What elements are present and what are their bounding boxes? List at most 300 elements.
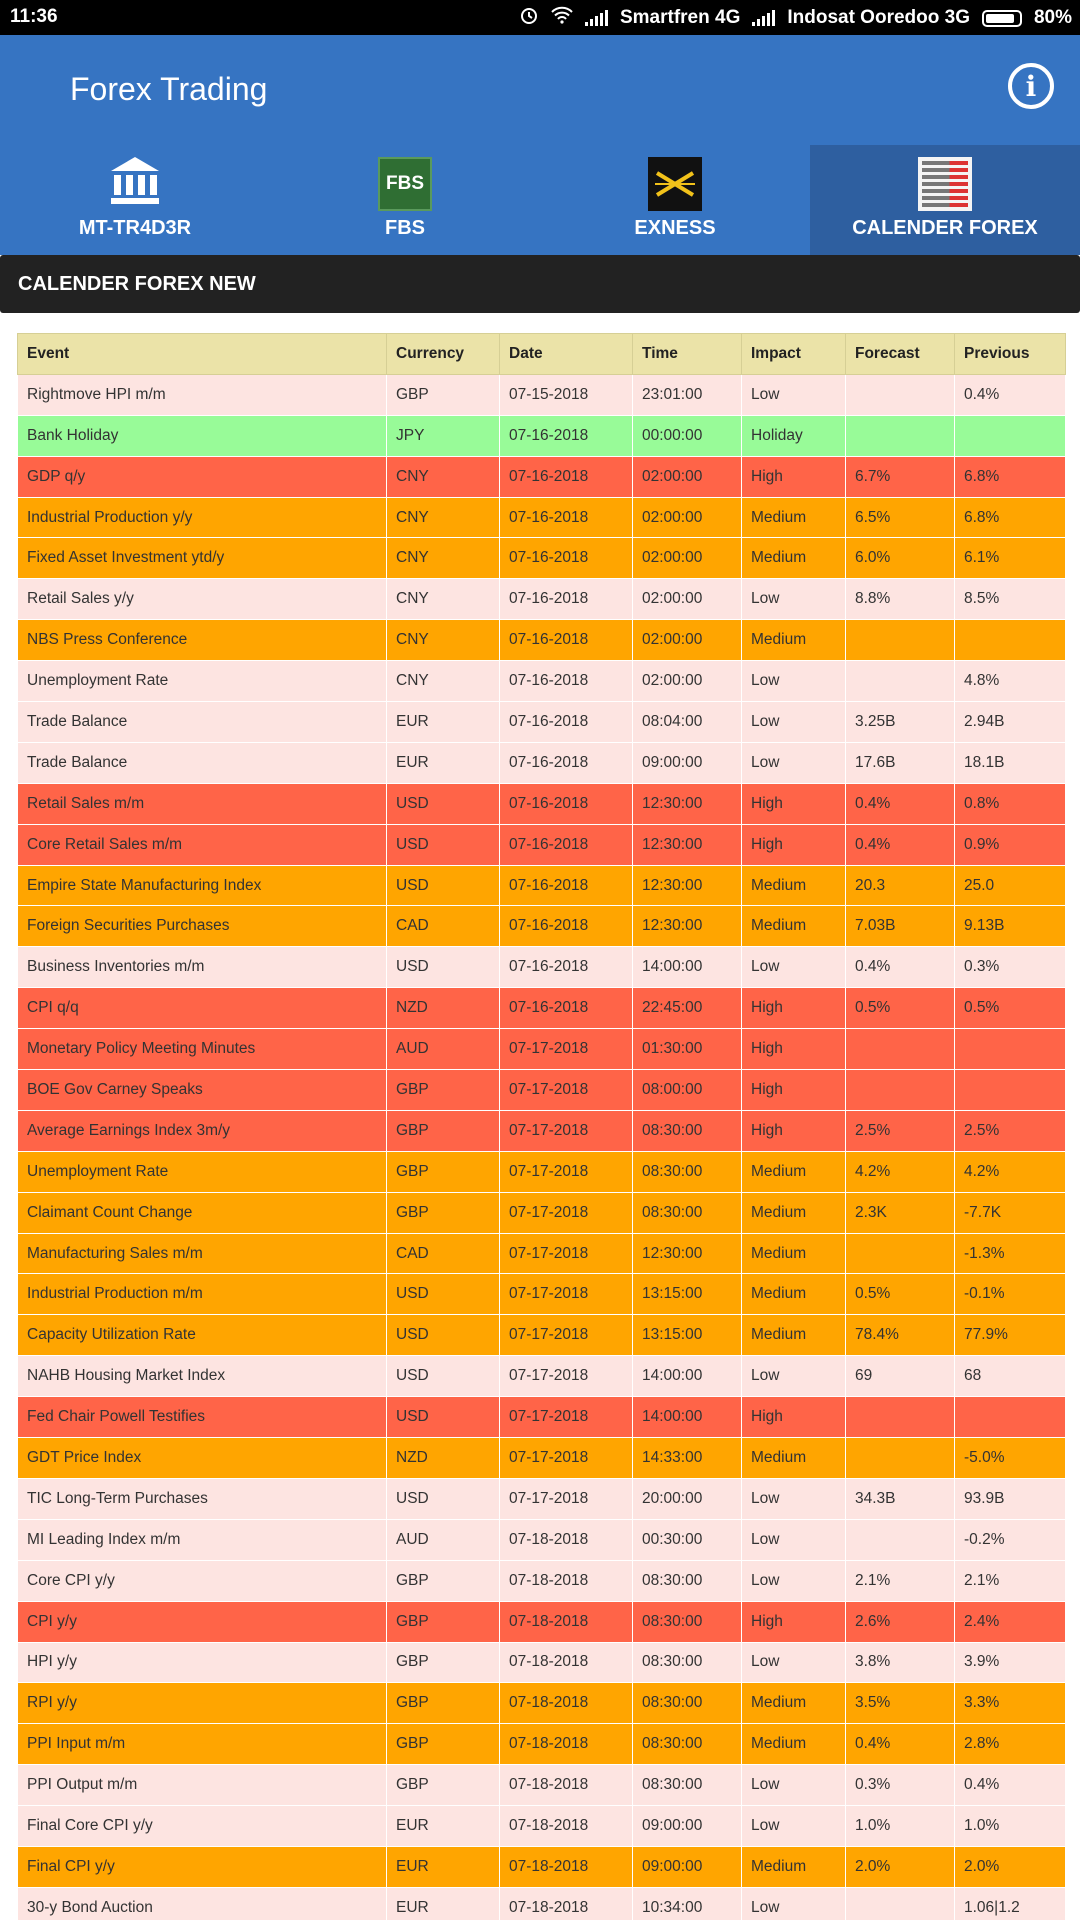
cell-event: Industrial Production y/y [18,497,387,538]
cell-forecast: 2.0% [846,1846,955,1887]
cell-event: Empire State Manufacturing Index [18,865,387,906]
cell-time: 08:30:00 [633,1724,742,1765]
cell-currency: CNY [387,456,500,497]
table-row [18,1029,1066,1070]
cell-previous: -5.0% [955,1438,1066,1479]
cell-impact: Low [742,742,846,783]
cell-event: RPI y/y [18,1683,387,1724]
cell-currency: GBP [387,1683,500,1724]
cell-date: 07-17-2018 [500,1110,633,1151]
fbs-logo-icon: FBS [378,157,432,211]
cell-previous: 2.8% [955,1724,1066,1765]
cell-date: 07-18-2018 [500,1724,633,1765]
cell-forecast: 1.0% [846,1806,955,1847]
table-row [18,1274,1066,1315]
tab-calender-forex[interactable] [810,145,1080,255]
table-row [18,1560,1066,1601]
battery-icon [982,10,1022,27]
cell-time: 12:30:00 [633,1233,742,1274]
cell-date: 07-17-2018 [500,1192,633,1233]
cell-event: CPI q/q [18,988,387,1029]
cell-currency: USD [387,1356,500,1397]
cell-forecast [846,1233,955,1274]
cell-event: MI Leading Index m/m [18,1519,387,1560]
status-time: 11:36 [10,6,58,27]
cell-previous: 6.8% [955,456,1066,497]
cell-forecast: 4.2% [846,1151,955,1192]
cell-previous: 0.3% [955,947,1066,988]
cell-impact: Low [742,1356,846,1397]
cell-currency: EUR [387,742,500,783]
cell-impact: Medium [742,620,846,661]
table-row [18,783,1066,824]
cell-currency: USD [387,824,500,865]
cell-previous: -7.7K [955,1192,1066,1233]
cell-event: Foreign Securities Purchases [18,906,387,947]
cell-time: 09:00:00 [633,1846,742,1887]
cell-time: 09:00:00 [633,742,742,783]
cell-time: 12:30:00 [633,906,742,947]
cell-date: 07-16-2018 [500,456,633,497]
table-row [18,538,1066,579]
cell-previous: 2.5% [955,1110,1066,1151]
cell-currency: GBP [387,1601,500,1642]
cell-impact: Low [742,661,846,702]
table-row [18,579,1066,620]
cell-time: 14:00:00 [633,1397,742,1438]
cell-currency: JPY [387,415,500,456]
cell-event: PPI Output m/m [18,1765,387,1806]
cell-time: 14:00:00 [633,1356,742,1397]
cell-previous: 4.8% [955,661,1066,702]
cell-date: 07-17-2018 [500,1274,633,1315]
cell-forecast: 6.0% [846,538,955,579]
cell-date: 07-18-2018 [500,1601,633,1642]
cell-previous: 77.9% [955,1315,1066,1356]
cell-impact: Medium [742,865,846,906]
table-row [18,1683,1066,1724]
cell-forecast [846,1438,955,1479]
cell-currency: CNY [387,620,500,661]
cell-date: 07-18-2018 [500,1765,633,1806]
cell-forecast: 6.5% [846,497,955,538]
table-row [18,415,1066,456]
cell-currency: USD [387,865,500,906]
cell-date: 07-16-2018 [500,415,633,456]
cell-impact: Low [742,947,846,988]
cell-time: 00:00:00 [633,415,742,456]
cell-event: HPI y/y [18,1642,387,1683]
header-previous: Previous [955,334,1066,375]
cell-forecast: 0.4% [846,824,955,865]
cell-date: 07-16-2018 [500,497,633,538]
cell-event: Unemployment Rate [18,1151,387,1192]
cell-previous: 3.9% [955,1642,1066,1683]
cell-forecast [846,1029,955,1070]
carrier-1: Smartfren 4G [619,7,741,28]
cell-date: 07-18-2018 [500,1806,633,1847]
cell-impact: Low [742,1887,846,1920]
cell-previous: 6.1% [955,538,1066,579]
cell-date: 07-18-2018 [500,1519,633,1560]
cell-previous: 68 [955,1356,1066,1397]
cell-previous: 4.2% [955,1151,1066,1192]
table-row [18,1601,1066,1642]
cell-date: 07-16-2018 [500,661,633,702]
cell-impact: High [742,1029,846,1070]
cell-time: 08:04:00 [633,702,742,743]
cell-currency: GBP [387,1151,500,1192]
cell-forecast [846,415,955,456]
cell-currency: GBP [387,1765,500,1806]
cell-currency: GBP [387,1724,500,1765]
cell-event: GDP q/y [18,456,387,497]
cell-forecast [846,1397,955,1438]
cell-time: 08:30:00 [633,1601,742,1642]
table-row [18,1397,1066,1438]
table-row [18,1110,1066,1151]
cell-previous: 0.5% [955,988,1066,1029]
cell-impact: Low [742,1519,846,1560]
cell-time: 12:30:00 [633,865,742,906]
table-row [18,702,1066,743]
cell-impact: Medium [742,906,846,947]
signal-icon-2 [752,10,775,26]
calendar-table [17,333,1065,1920]
cell-currency: EUR [387,702,500,743]
cell-time: 08:30:00 [633,1151,742,1192]
cell-impact: Medium [742,1274,846,1315]
cell-time: 02:00:00 [633,579,742,620]
table-row [18,1438,1066,1479]
cell-currency: CNY [387,497,500,538]
cell-forecast: 8.8% [846,579,955,620]
tab-exness[interactable] [540,145,810,255]
cell-previous: 2.94B [955,702,1066,743]
wifi-icon [551,6,573,30]
cell-currency: CAD [387,906,500,947]
cell-previous: 18.1B [955,742,1066,783]
cell-time: 02:00:00 [633,497,742,538]
tab-mt-tr4d3r[interactable] [0,145,270,255]
cell-time: 12:30:00 [633,783,742,824]
table-row [18,742,1066,783]
exness-logo-icon [648,157,702,211]
cell-event: Bank Holiday [18,415,387,456]
cell-time: 13:15:00 [633,1315,742,1356]
cell-impact: Holiday [742,415,846,456]
cell-currency: GBP [387,374,500,415]
cell-impact: Low [742,1478,846,1519]
cell-forecast: 0.4% [846,783,955,824]
cell-forecast [846,374,955,415]
cell-impact: Low [742,1642,846,1683]
cell-event: Retail Sales m/m [18,783,387,824]
cell-event: TIC Long-Term Purchases [18,1478,387,1519]
cell-time: 13:15:00 [633,1274,742,1315]
cell-time: 14:33:00 [633,1438,742,1479]
cell-currency: NZD [387,1438,500,1479]
tab-fbs[interactable] [270,145,540,255]
cell-currency: CNY [387,661,500,702]
cell-forecast: 3.8% [846,1642,955,1683]
cell-previous: 1.0% [955,1806,1066,1847]
cell-time: 10:34:00 [633,1887,742,1920]
cell-currency: GBP [387,1192,500,1233]
cell-event: CPI y/y [18,1601,387,1642]
cell-event: Final Core CPI y/y [18,1806,387,1847]
cell-time: 09:00:00 [633,1806,742,1847]
table-row [18,620,1066,661]
table-row [18,1519,1066,1560]
cell-forecast: 0.4% [846,947,955,988]
cell-previous: 25.0 [955,865,1066,906]
section-header: CALENDER FOREX NEW [0,255,1080,313]
cell-currency: CNY [387,538,500,579]
table-row [18,1070,1066,1111]
cell-date: 07-18-2018 [500,1560,633,1601]
cell-forecast: 6.7% [846,456,955,497]
cell-event: Monetary Policy Meeting Minutes [18,1029,387,1070]
cell-time: 23:01:00 [633,374,742,415]
cell-currency: USD [387,1478,500,1519]
cell-event: Core CPI y/y [18,1560,387,1601]
tab-label: EXNESS [634,217,716,239]
cell-event: PPI Input m/m [18,1724,387,1765]
cell-currency: USD [387,947,500,988]
cell-time: 08:00:00 [633,1070,742,1111]
cell-currency: USD [387,1274,500,1315]
alarm-icon [519,5,539,31]
table-row [18,1315,1066,1356]
cell-currency: NZD [387,988,500,1029]
cell-time: 08:30:00 [633,1765,742,1806]
cell-date: 07-16-2018 [500,620,633,661]
cell-date: 07-16-2018 [500,702,633,743]
table-row [18,824,1066,865]
cell-impact: Medium [742,1846,846,1887]
cell-currency: EUR [387,1887,500,1920]
header-currency: Currency [387,334,500,375]
cell-previous: -1.3% [955,1233,1066,1274]
cell-event: Fed Chair Powell Testifies [18,1397,387,1438]
cell-time: 14:00:00 [633,947,742,988]
cell-event: Claimant Count Change [18,1192,387,1233]
cell-date: 07-17-2018 [500,1397,633,1438]
cell-date: 07-17-2018 [500,1070,633,1111]
cell-previous: -0.2% [955,1519,1066,1560]
cell-event: Average Earnings Index 3m/y [18,1110,387,1151]
cell-previous: 2.0% [955,1846,1066,1887]
cell-time: 02:00:00 [633,538,742,579]
cell-previous [955,1029,1066,1070]
cell-date: 07-16-2018 [500,947,633,988]
cell-date: 07-16-2018 [500,538,633,579]
cell-event: Unemployment Rate [18,661,387,702]
cell-time: 08:30:00 [633,1192,742,1233]
cell-time: 08:30:00 [633,1683,742,1724]
cell-date: 07-15-2018 [500,374,633,415]
cell-date: 07-18-2018 [500,1846,633,1887]
cell-impact: High [742,824,846,865]
table-row [18,988,1066,1029]
table-row [18,865,1066,906]
cell-currency: GBP [387,1642,500,1683]
app-bar [0,35,1080,145]
tab-label: MT-TR4D3R [78,217,192,239]
cell-event: Manufacturing Sales m/m [18,1233,387,1274]
cell-event: GDT Price Index [18,1438,387,1479]
cell-impact: Medium [742,1192,846,1233]
tab-bar [0,145,1080,255]
cell-impact: Low [742,374,846,415]
cell-impact: Low [742,1765,846,1806]
cell-forecast: 78.4% [846,1315,955,1356]
app-title: Forex Trading [70,71,268,107]
cell-event: NAHB Housing Market Index [18,1356,387,1397]
header-event: Event [18,334,387,375]
cell-date: 07-18-2018 [500,1887,633,1920]
cell-date: 07-16-2018 [500,865,633,906]
cell-forecast: 34.3B [846,1478,955,1519]
cell-currency: USD [387,1315,500,1356]
cell-forecast: 2.1% [846,1560,955,1601]
cell-impact: Medium [742,1233,846,1274]
table-row [18,1192,1066,1233]
carrier-2: Indosat Ooredoo 3G [787,7,970,28]
cell-currency: EUR [387,1846,500,1887]
tab-label: CALENDER FOREX [852,217,1038,239]
calendar-icon [918,157,972,211]
battery-level: 80% [1033,7,1072,28]
table-row [18,497,1066,538]
cell-currency: GBP [387,1070,500,1111]
table-row [18,1478,1066,1519]
table-row [18,374,1066,415]
cell-date: 07-17-2018 [500,1029,633,1070]
cell-forecast: 69 [846,1356,955,1397]
cell-impact: High [742,1397,846,1438]
table-row [18,1724,1066,1765]
cell-time: 02:00:00 [633,661,742,702]
cell-impact: High [742,783,846,824]
cell-event: 30-y Bond Auction [18,1887,387,1920]
cell-impact: Medium [742,1438,846,1479]
cell-event: Final CPI y/y [18,1846,387,1887]
cell-event: Retail Sales y/y [18,579,387,620]
cell-impact: High [742,988,846,1029]
cell-event: Business Inventories m/m [18,947,387,988]
cell-impact: High [742,456,846,497]
cell-date: 07-17-2018 [500,1478,633,1519]
cell-forecast: 2.3K [846,1192,955,1233]
tab-label: FBS [385,217,425,239]
cell-previous: 0.4% [955,374,1066,415]
cell-time: 00:30:00 [633,1519,742,1560]
cell-previous: 2.1% [955,1560,1066,1601]
cell-forecast: 0.3% [846,1765,955,1806]
header-impact: Impact [742,334,846,375]
cell-forecast [846,1887,955,1920]
cell-previous [955,1070,1066,1111]
cell-previous: 93.9B [955,1478,1066,1519]
cell-previous: 0.8% [955,783,1066,824]
cell-forecast: 17.6B [846,742,955,783]
table-row [18,1151,1066,1192]
table-row [18,1356,1066,1397]
cell-previous: 6.8% [955,497,1066,538]
cell-forecast: 3.5% [846,1683,955,1724]
header-forecast: Forecast [846,334,955,375]
cell-currency: USD [387,783,500,824]
info-icon[interactable]: i [1008,63,1054,109]
table-row [18,456,1066,497]
cell-time: 12:30:00 [633,824,742,865]
cell-previous [955,620,1066,661]
cell-event: Fixed Asset Investment ytd/y [18,538,387,579]
cell-event: NBS Press Conference [18,620,387,661]
cell-event: Rightmove HPI m/m [18,374,387,415]
table-row [18,947,1066,988]
cell-date: 07-17-2018 [500,1151,633,1192]
cell-date: 07-16-2018 [500,824,633,865]
cell-event: Capacity Utilization Rate [18,1315,387,1356]
cell-impact: Medium [742,1151,846,1192]
cell-time: 08:30:00 [633,1110,742,1151]
table-row [18,1846,1066,1887]
cell-forecast: 2.5% [846,1110,955,1151]
cell-previous [955,1397,1066,1438]
cell-impact: High [742,1110,846,1151]
cell-currency: CNY [387,579,500,620]
cell-date: 07-17-2018 [500,1356,633,1397]
cell-date: 07-17-2018 [500,1233,633,1274]
cell-event: Industrial Production m/m [18,1274,387,1315]
cell-forecast: 3.25B [846,702,955,743]
table-row [18,1887,1066,1920]
cell-date: 07-18-2018 [500,1642,633,1683]
cell-date: 07-16-2018 [500,579,633,620]
cell-impact: Medium [742,538,846,579]
cell-currency: GBP [387,1560,500,1601]
cell-previous [955,415,1066,456]
cell-time: 02:00:00 [633,620,742,661]
cell-previous: 0.4% [955,1765,1066,1806]
cell-forecast: 2.6% [846,1601,955,1642]
header-date: Date [500,334,633,375]
table-row [18,1233,1066,1274]
cell-previous: 8.5% [955,579,1066,620]
cell-impact: Low [742,579,846,620]
header-time: Time [633,334,742,375]
cell-impact: Medium [742,1315,846,1356]
status-bar [0,0,1080,35]
cell-currency: EUR [387,1806,500,1847]
cell-forecast: 7.03B [846,906,955,947]
cell-previous: 9.13B [955,906,1066,947]
cell-time: 01:30:00 [633,1029,742,1070]
cell-impact: Low [742,702,846,743]
cell-event: Trade Balance [18,702,387,743]
cell-currency: GBP [387,1110,500,1151]
cell-forecast [846,1519,955,1560]
cell-time: 20:00:00 [633,1478,742,1519]
cell-impact: Low [742,1560,846,1601]
table-header-row [18,334,1066,375]
cell-previous: 0.9% [955,824,1066,865]
cell-time: 22:45:00 [633,988,742,1029]
cell-forecast [846,620,955,661]
